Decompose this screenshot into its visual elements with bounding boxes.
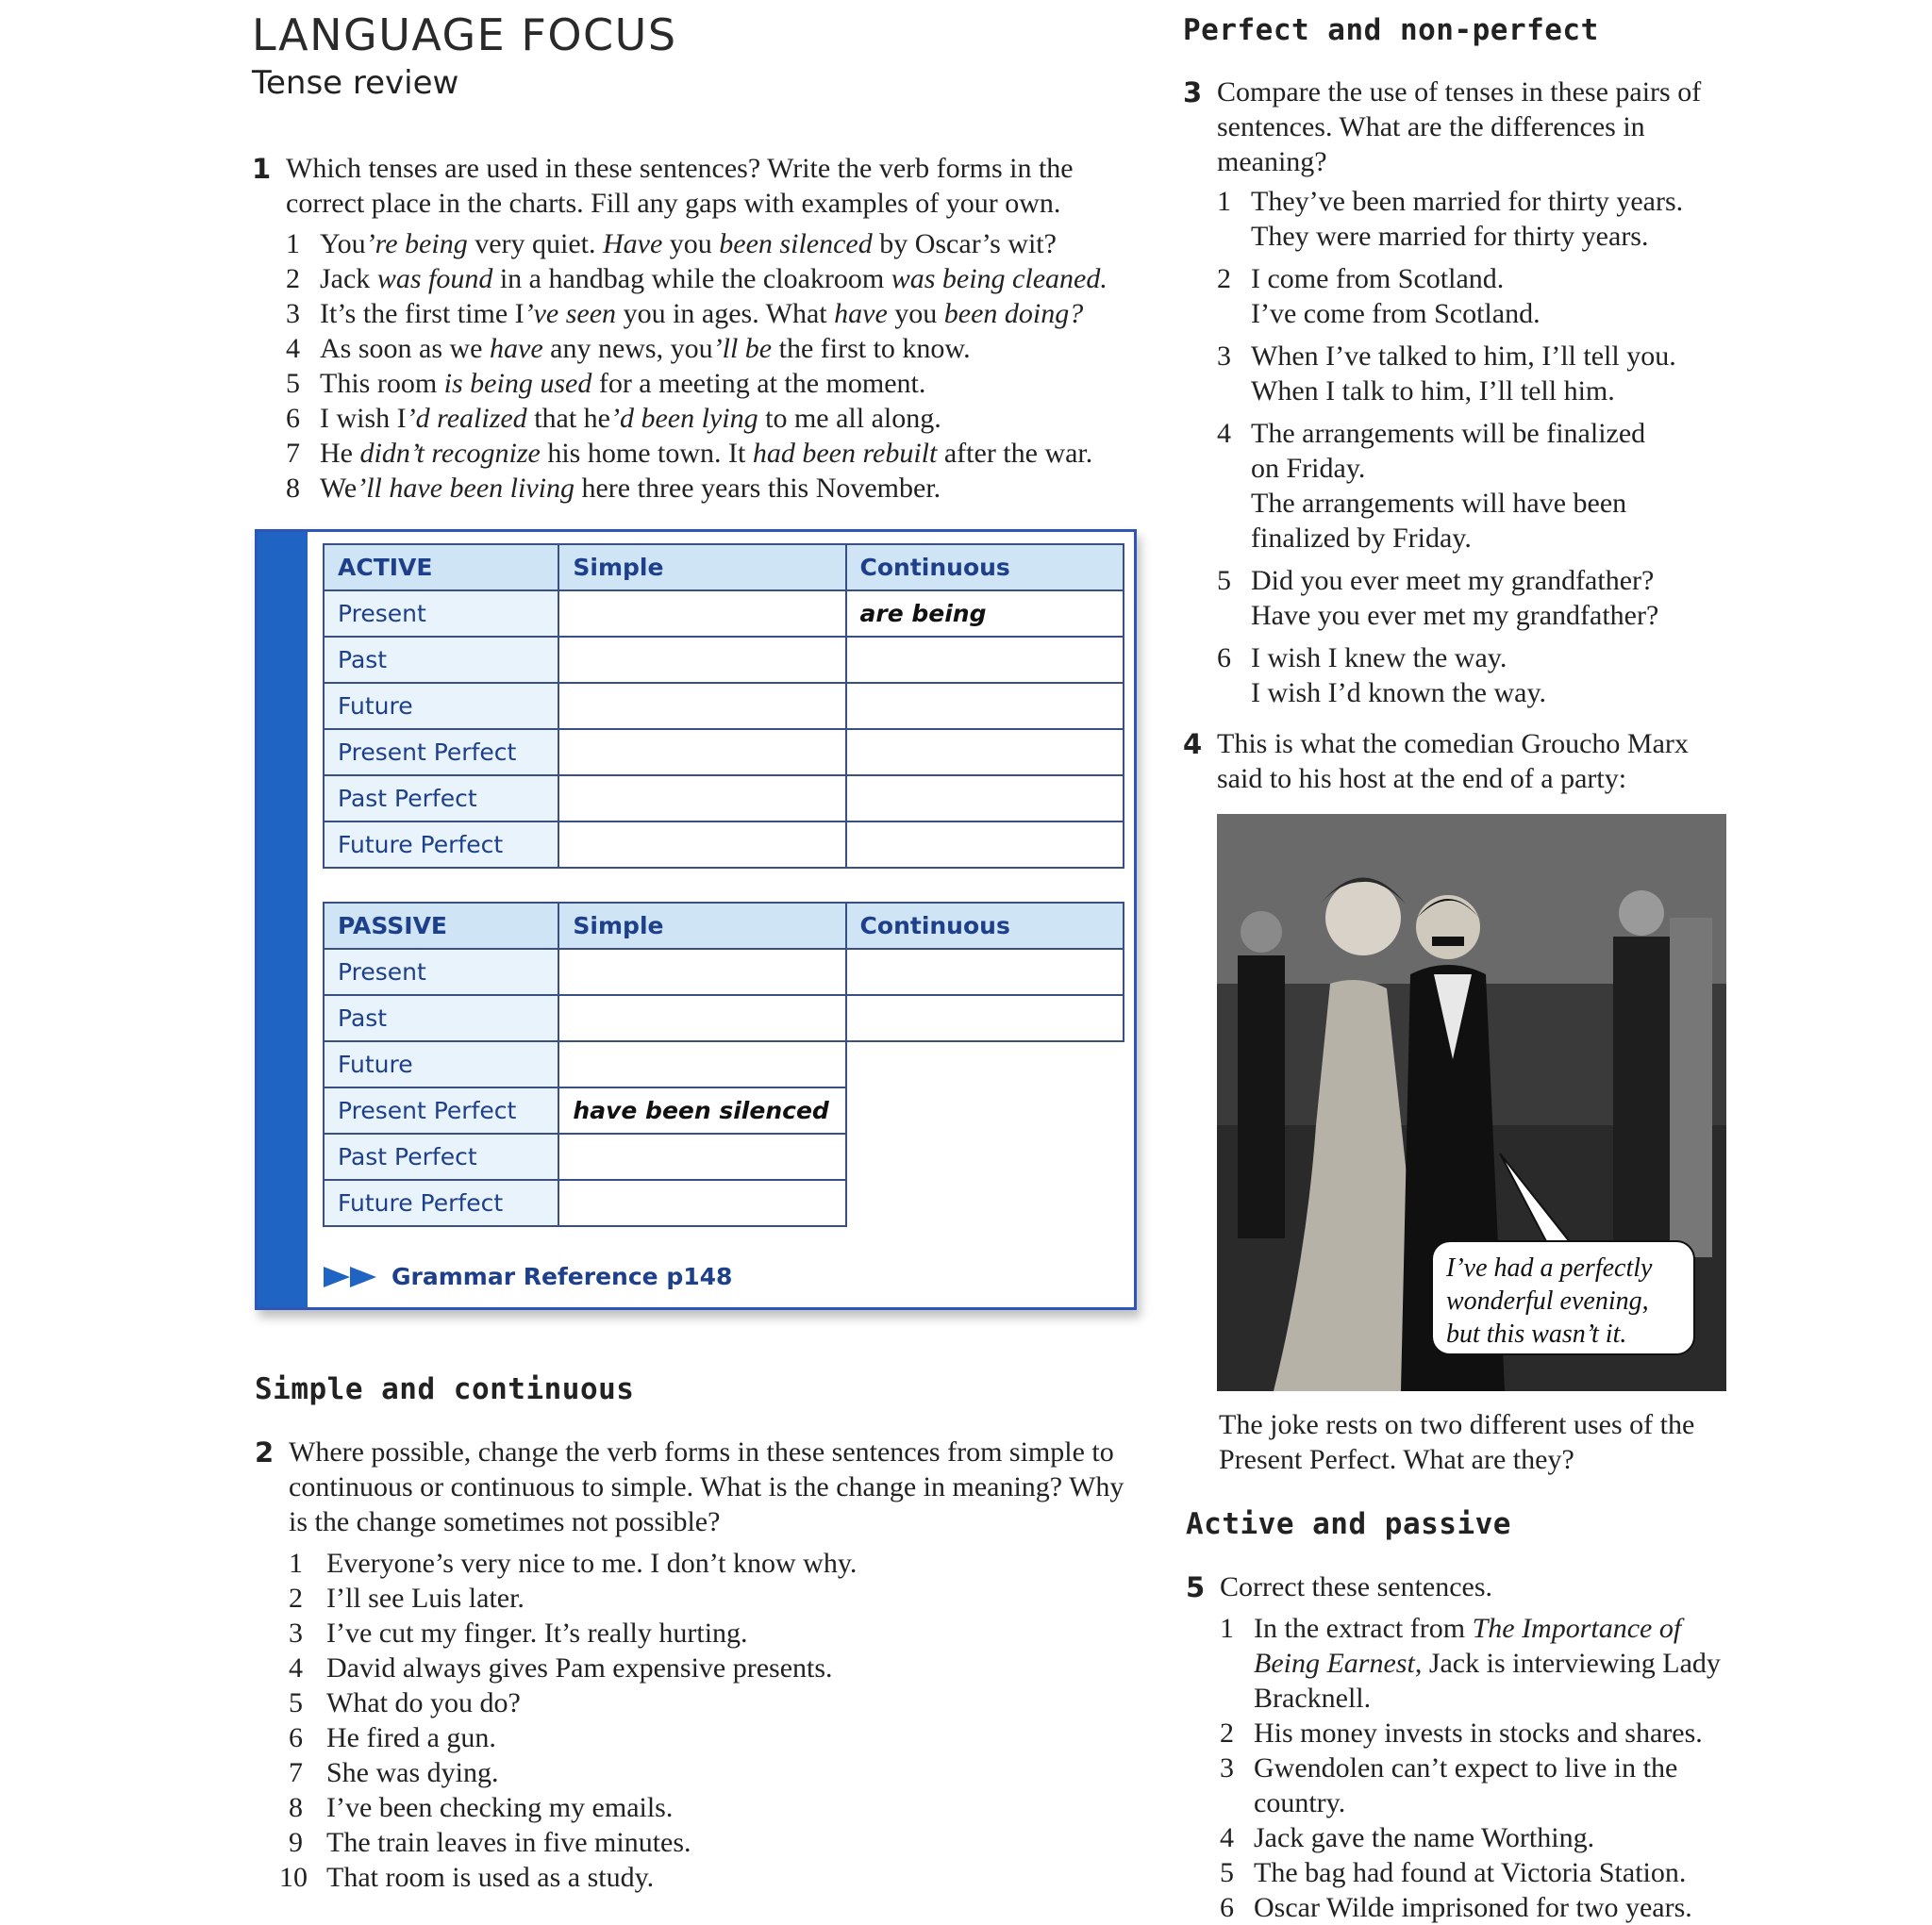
list-item bbox=[289, 1616, 1138, 1651]
active-row-label: Past bbox=[324, 637, 558, 683]
pair-line: finalized by Friday. bbox=[1251, 523, 1472, 554]
passive-simple-cell bbox=[558, 949, 845, 995]
table-row bbox=[324, 949, 1124, 995]
list-item bbox=[289, 1825, 1138, 1860]
list-item bbox=[1220, 1751, 1734, 1820]
item-number: 4 bbox=[1217, 418, 1231, 449]
list-item bbox=[289, 1546, 1138, 1581]
passive-simple-cell bbox=[558, 1180, 845, 1226]
list-item bbox=[289, 1581, 1138, 1616]
list-item bbox=[286, 226, 1154, 261]
question-text: Correct these sentences. bbox=[1220, 1571, 1493, 1602]
item-text: It’s the first time I’ve seen you in ages. What have you been doing? bbox=[320, 298, 1084, 329]
empty-cell bbox=[846, 1134, 1124, 1180]
pair-line: The arrangements will have been bbox=[1251, 488, 1627, 519]
active-simple-cell bbox=[558, 590, 845, 637]
item-text: I’ll see Luis later. bbox=[326, 1583, 525, 1614]
passive-row-label: Future Perfect bbox=[324, 1180, 558, 1226]
pair-line: I wish I’d known the way. bbox=[1251, 677, 1546, 708]
active-row-label: Past Perfect bbox=[324, 775, 558, 821]
item-number: 5 bbox=[286, 368, 300, 399]
pair-line: They were married for thirty years. bbox=[1251, 221, 1649, 252]
table-row bbox=[324, 995, 1124, 1041]
item-number: 2 bbox=[286, 263, 300, 294]
item-number: 3 bbox=[286, 298, 300, 329]
passive-continuous-cell bbox=[846, 995, 1124, 1041]
sentence-list bbox=[1220, 1611, 1734, 1925]
item-number: 6 bbox=[1217, 642, 1231, 673]
section-heading-simple-continuous: Simple and continuous bbox=[255, 1372, 635, 1406]
item-text: We’ll have been living here three years this November. bbox=[320, 473, 941, 504]
item-text: I wish I’d realized that he’d been lying to me all along. bbox=[320, 403, 941, 434]
item-text: He didn’t recognize his home town. It had been rebuilt after the war. bbox=[320, 438, 1093, 469]
table-row bbox=[324, 775, 1124, 821]
item-text: What do you do? bbox=[326, 1687, 521, 1718]
sentence-pairs bbox=[1217, 184, 1736, 718]
empty-cell bbox=[846, 1087, 1124, 1134]
sentence-list bbox=[286, 226, 1154, 506]
item-text: In the extract from The Importance of Being Earnest, Jack is interviewing Lady Bracknell. bbox=[1254, 1613, 1721, 1714]
list-item bbox=[289, 1790, 1138, 1825]
active-continuous-cell: are being bbox=[846, 590, 1124, 637]
item-text: I’ve cut my finger. It’s really hurting. bbox=[326, 1618, 748, 1649]
active-table bbox=[323, 543, 1124, 869]
table-row bbox=[324, 1134, 1124, 1180]
section-heading-active-passive: Active and passive bbox=[1186, 1507, 1511, 1541]
list-item bbox=[289, 1651, 1138, 1685]
item-number: 1 bbox=[1220, 1613, 1234, 1644]
item-number: 3 bbox=[1217, 340, 1231, 372]
empty-cell bbox=[846, 1180, 1124, 1226]
active-continuous-cell bbox=[846, 637, 1124, 683]
tense-chart-panel bbox=[255, 529, 1137, 1310]
pair-line: Have you ever met my grandfather? bbox=[1251, 600, 1659, 631]
sentence-pair bbox=[1217, 563, 1736, 633]
passive-simple-cell bbox=[558, 1041, 845, 1087]
active-continuous-cell bbox=[846, 775, 1124, 821]
active-continuous-cell bbox=[846, 821, 1124, 868]
item-number: 6 bbox=[289, 1722, 303, 1753]
table-row bbox=[324, 1180, 1124, 1226]
passive-simple-cell bbox=[558, 995, 845, 1041]
item-number: 6 bbox=[286, 403, 300, 434]
question-1 bbox=[252, 151, 1148, 509]
active-row-label: Present bbox=[324, 590, 558, 637]
grammar-reference-text: Grammar Reference p148 bbox=[391, 1263, 733, 1290]
table-row bbox=[324, 1087, 1124, 1134]
passive-simple-cell: have been silenced bbox=[558, 1087, 845, 1134]
question-text: This is what the comedian Groucho Marx said to his host at the end of a party: bbox=[1217, 728, 1689, 794]
passive-header-continuous: Continuous bbox=[846, 903, 1124, 949]
question-5 bbox=[1186, 1569, 1733, 1923]
sentence-pair bbox=[1217, 640, 1736, 710]
item-number: 1 bbox=[286, 228, 300, 259]
item-number: 2 bbox=[1217, 263, 1231, 294]
item-text: Jack was found in a handbag while the cloakroom was being cleaned. bbox=[320, 263, 1108, 294]
list-item bbox=[279, 1860, 1138, 1895]
active-simple-cell bbox=[558, 683, 845, 729]
question-text: Where possible, change the verb forms in these sentences from simple to continuous or continuous to simple. What is the change in meaning? Why is the change sometimes not possible? bbox=[289, 1436, 1124, 1537]
item-number: 1 bbox=[1217, 186, 1231, 217]
pair-line: I wish I knew the way. bbox=[1251, 642, 1507, 673]
table-row bbox=[324, 637, 1124, 683]
passive-row-label: Future bbox=[324, 1041, 558, 1087]
table-row bbox=[324, 821, 1124, 868]
list-item bbox=[1220, 1855, 1734, 1890]
pair-line: on Friday. bbox=[1251, 453, 1366, 484]
item-text: This room is being used for a meeting at the moment. bbox=[320, 368, 926, 399]
question-text: Which tenses are used in these sentences? Write the verb forms in the correct place in the charts. Fill any gaps with examples of your own. bbox=[286, 153, 1074, 219]
item-text: Oscar Wilde imprisoned for two years. bbox=[1254, 1892, 1692, 1923]
active-continuous-cell bbox=[846, 683, 1124, 729]
item-number: 8 bbox=[286, 473, 300, 504]
item-number: 5 bbox=[1220, 1857, 1234, 1888]
item-number: 5 bbox=[289, 1687, 303, 1718]
table-row bbox=[324, 590, 1124, 637]
list-item bbox=[1220, 1611, 1734, 1716]
item-number: 4 bbox=[289, 1652, 303, 1684]
list-item bbox=[286, 261, 1154, 296]
item-text: The train leaves in five minutes. bbox=[326, 1827, 691, 1858]
passive-row-label: Present bbox=[324, 949, 558, 995]
item-text: He fired a gun. bbox=[326, 1722, 496, 1753]
active-header-continuous: Continuous bbox=[846, 544, 1124, 590]
item-number: 3 bbox=[1220, 1752, 1234, 1784]
page-subtitle: Tense review bbox=[252, 64, 459, 102]
list-item bbox=[1220, 1890, 1734, 1925]
fast-forward-icon bbox=[324, 1265, 380, 1289]
item-text: You’re being very quiet. Have you been silenced by Oscar’s wit? bbox=[320, 228, 1057, 259]
item-text: She was dying. bbox=[326, 1757, 499, 1788]
item-number: 7 bbox=[289, 1757, 303, 1788]
list-item bbox=[289, 1720, 1138, 1755]
item-number: 9 bbox=[289, 1827, 303, 1858]
item-number: 5 bbox=[1217, 565, 1231, 596]
item-number: 8 bbox=[289, 1792, 303, 1823]
list-item bbox=[289, 1755, 1138, 1790]
item-number: 4 bbox=[1220, 1822, 1234, 1853]
list-item bbox=[286, 401, 1154, 436]
passive-header-simple: Simple bbox=[558, 903, 845, 949]
list-item bbox=[1220, 1820, 1734, 1855]
active-simple-cell bbox=[558, 821, 845, 868]
item-text: Jack gave the name Worthing. bbox=[1254, 1822, 1595, 1853]
list-item bbox=[289, 1685, 1138, 1720]
list-item bbox=[286, 296, 1154, 331]
table-row bbox=[324, 729, 1124, 775]
speech-bubble: I’ve had a perfectly wonderful evening, but this wasn’t it. bbox=[1431, 1240, 1695, 1355]
item-text: The bag had found at Victoria Station. bbox=[1254, 1857, 1687, 1888]
sentence-list bbox=[279, 1546, 1138, 1895]
pair-line: When I’ve talked to him, I’ll tell you. bbox=[1251, 340, 1676, 372]
item-number: 1 bbox=[289, 1548, 303, 1579]
question-3 bbox=[1183, 75, 1730, 716]
empty-cell bbox=[846, 1041, 1124, 1087]
question-number: 5 bbox=[1186, 1571, 1206, 1603]
item-number: 2 bbox=[289, 1583, 303, 1614]
photo-caption: The joke rests on two different uses of the Present Perfect. What are they? bbox=[1219, 1409, 1695, 1475]
sentence-pair bbox=[1217, 416, 1736, 556]
item-text: As soon as we have any news, you’ll be the first to know. bbox=[320, 333, 971, 364]
grammar-reference-link[interactable] bbox=[324, 1263, 732, 1290]
sentence-pair bbox=[1217, 339, 1736, 408]
pair-line: The arrangements will be finalized bbox=[1251, 418, 1646, 449]
passive-row-label: Past bbox=[324, 995, 558, 1041]
page-title: LANGUAGE FOCUS bbox=[252, 9, 677, 60]
active-row-label: Future Perfect bbox=[324, 821, 558, 868]
active-row-label: Future bbox=[324, 683, 558, 729]
active-header-label: ACTIVE bbox=[324, 544, 558, 590]
question-text: Compare the use of tenses in these pairs of sentences. What are the differences in meaning? bbox=[1217, 76, 1702, 177]
item-number: 4 bbox=[286, 333, 300, 364]
list-item bbox=[286, 471, 1154, 506]
question-number: 4 bbox=[1183, 728, 1203, 760]
pair-line: They’ve been married for thirty years. bbox=[1251, 186, 1684, 217]
list-item bbox=[286, 436, 1154, 471]
passive-header-label: PASSIVE bbox=[324, 903, 558, 949]
passive-row-label: Past Perfect bbox=[324, 1134, 558, 1180]
question-4 bbox=[1183, 726, 1730, 802]
item-number: 6 bbox=[1220, 1892, 1234, 1923]
active-row-label: Present Perfect bbox=[324, 729, 558, 775]
table-row bbox=[324, 1041, 1124, 1087]
item-text: Everyone’s very nice to me. I don’t know why. bbox=[326, 1548, 858, 1579]
list-item bbox=[1220, 1716, 1734, 1751]
item-text: I’ve been checking my emails. bbox=[326, 1792, 674, 1823]
item-number: 7 bbox=[286, 438, 300, 469]
active-continuous-cell bbox=[846, 729, 1124, 775]
active-simple-cell bbox=[558, 775, 845, 821]
question-number: 1 bbox=[252, 153, 272, 185]
item-number: 2 bbox=[1220, 1718, 1234, 1749]
list-item bbox=[286, 331, 1154, 366]
groucho-marx-photo bbox=[1217, 814, 1726, 1391]
passive-continuous-cell bbox=[846, 949, 1124, 995]
item-text: David always gives Pam expensive presents. bbox=[326, 1652, 833, 1684]
question-2 bbox=[255, 1435, 1151, 1906]
list-item bbox=[286, 366, 1154, 401]
pair-line: I’ve come from Scotland. bbox=[1251, 298, 1541, 329]
item-number: 10 bbox=[279, 1862, 308, 1893]
passive-table bbox=[323, 902, 1124, 1227]
pair-line: Did you ever meet my grandfather? bbox=[1251, 565, 1655, 596]
active-simple-cell bbox=[558, 729, 845, 775]
active-header-simple: Simple bbox=[558, 544, 845, 590]
passive-simple-cell bbox=[558, 1134, 845, 1180]
item-text: That room is used as a study. bbox=[326, 1862, 655, 1893]
pair-line: I come from Scotland. bbox=[1251, 263, 1505, 294]
item-number: 3 bbox=[289, 1618, 303, 1649]
passive-row-label: Present Perfect bbox=[324, 1087, 558, 1134]
pair-line: When I talk to him, I’ll tell him. bbox=[1251, 375, 1615, 407]
sentence-pair bbox=[1217, 184, 1736, 254]
panel-stripe bbox=[258, 532, 308, 1307]
question-number: 2 bbox=[255, 1436, 275, 1469]
table-row bbox=[324, 683, 1124, 729]
section-heading-perfect: Perfect and non-perfect bbox=[1183, 13, 1599, 47]
item-text: Gwendolen can’t expect to live in the country. bbox=[1254, 1752, 1678, 1818]
question-number: 3 bbox=[1183, 76, 1203, 108]
sentence-pair bbox=[1217, 261, 1736, 331]
item-text: His money invests in stocks and shares. bbox=[1254, 1718, 1703, 1749]
active-simple-cell bbox=[558, 637, 845, 683]
